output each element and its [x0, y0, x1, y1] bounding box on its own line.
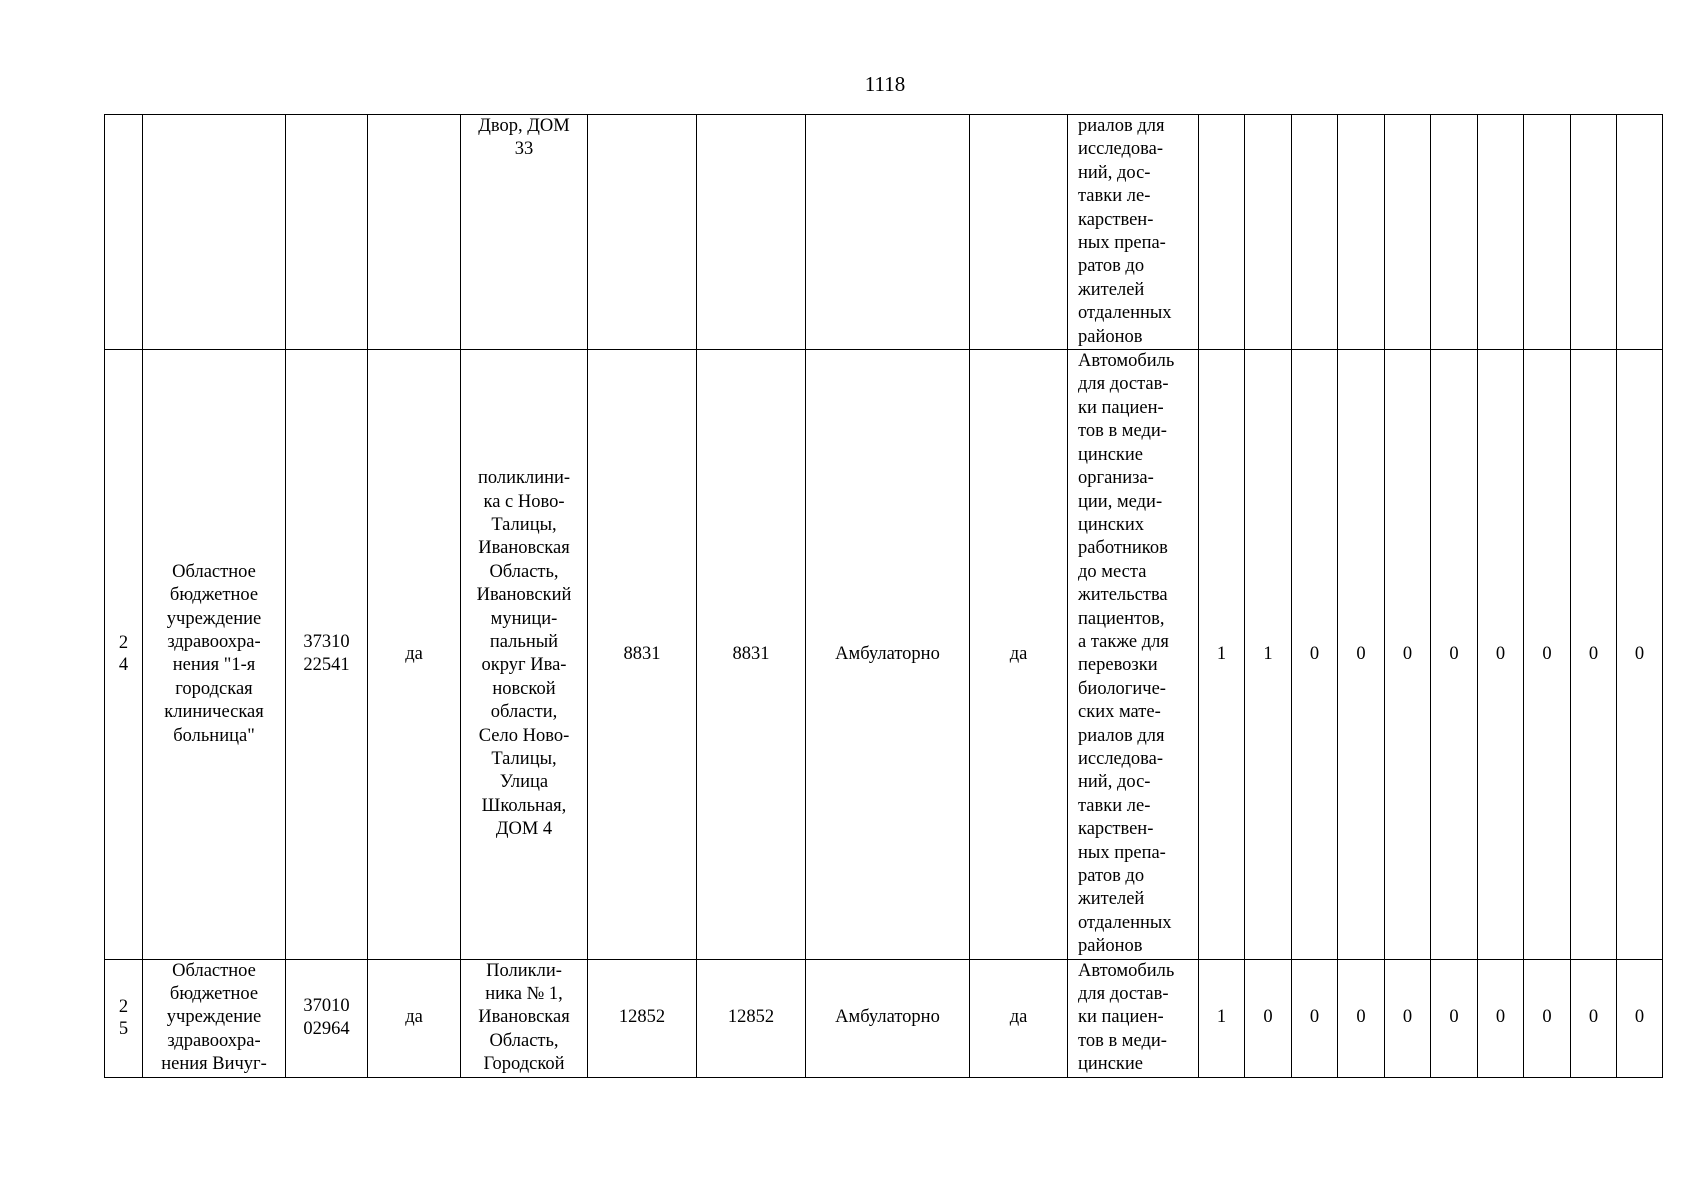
count-cell — [1292, 115, 1338, 350]
organization-cell: Областное бюджетное учреждение здравоохра- нения "1-я городская клиническая больница" — [143, 350, 286, 960]
flag-cell: да — [970, 350, 1068, 960]
address-cell: поликлини- ка с Ново- Талицы, Ивановская Область, Ивановский муници- пальный округ Ива- новской области, Село Ново- Талицы, Улица Школьная, ДОМ 4 — [461, 350, 588, 960]
purpose-cell: риалов для исследова- ний, дос- тавки ле- карствен- ных препа- ратов до жителей отдаленных районов — [1068, 115, 1199, 350]
count-cell: 0 — [1338, 959, 1385, 1077]
count-cell — [1571, 115, 1617, 350]
care-type-cell: Амбулаторно — [806, 350, 970, 960]
count-cell: 1 — [1199, 350, 1245, 960]
value-cell: 12852 — [697, 959, 806, 1077]
organization-cell — [143, 115, 286, 350]
care-type-cell — [806, 115, 970, 350]
count-cell — [1338, 115, 1385, 350]
flag-cell: да — [970, 959, 1068, 1077]
count-cell — [1478, 115, 1524, 350]
table-row — [105, 959, 1663, 1077]
count-cell — [1617, 115, 1663, 350]
count-cell: 0 — [1292, 959, 1338, 1077]
table-row — [105, 350, 1663, 960]
count-cell: 0 — [1385, 959, 1431, 1077]
flag-cell: да — [368, 959, 461, 1077]
count-cell — [1199, 115, 1245, 350]
count-cell: 0 — [1617, 959, 1663, 1077]
flag-cell — [970, 115, 1068, 350]
count-cell — [1431, 115, 1478, 350]
count-cell: 0 — [1478, 350, 1524, 960]
row-number-cell: 2 4 — [105, 350, 143, 960]
value-cell: 12852 — [588, 959, 697, 1077]
flag-cell: да — [368, 350, 461, 960]
count-cell — [1385, 115, 1431, 350]
care-type-cell: Амбулаторно — [806, 959, 970, 1077]
address-cell: Двор, ДОМ 33 — [461, 115, 588, 350]
count-cell: 0 — [1524, 350, 1571, 960]
count-cell: 0 — [1524, 959, 1571, 1077]
count-cell — [1524, 115, 1571, 350]
value-cell — [697, 115, 806, 350]
value-cell: 8831 — [697, 350, 806, 960]
count-cell: 1 — [1199, 959, 1245, 1077]
inn-cell — [286, 115, 368, 350]
value-cell — [588, 115, 697, 350]
inn-cell: 37010 02964 — [286, 959, 368, 1077]
flag-cell — [368, 115, 461, 350]
row-number-cell — [105, 115, 143, 350]
organization-cell: Областное бюджетное учреждение здравоохра- нения Вичуг- — [143, 959, 286, 1077]
count-cell: 0 — [1385, 350, 1431, 960]
count-cell: 0 — [1245, 959, 1292, 1077]
count-cell: 0 — [1617, 350, 1663, 960]
purpose-cell: Автомобиль для достав- ки пациен- тов в меди- цинские — [1068, 959, 1199, 1077]
value-cell: 8831 — [588, 350, 697, 960]
count-cell: 1 — [1245, 350, 1292, 960]
table-row — [105, 115, 1663, 350]
purpose-cell: Автомобиль для достав- ки пациен- тов в меди- цинские организа- ции, меди- цинских работников до места жительства пациентов, а также для перевозки биологиче- ских мате- риалов для исследова- ний, дос- тавки ле- карствен- ных препа- ратов до жителей отдаленных районов — [1068, 350, 1199, 960]
count-cell: 0 — [1571, 959, 1617, 1077]
registry-table — [104, 114, 1663, 1078]
count-cell: 0 — [1431, 959, 1478, 1077]
count-cell: 0 — [1338, 350, 1385, 960]
count-cell — [1245, 115, 1292, 350]
count-cell: 0 — [1431, 350, 1478, 960]
count-cell: 0 — [1292, 350, 1338, 960]
address-cell: Поликли- ника № 1, Ивановская Область, Городской — [461, 959, 588, 1077]
inn-cell: 37310 22541 — [286, 350, 368, 960]
page-number: 1118 — [864, 72, 906, 96]
row-number-cell: 2 5 — [105, 959, 143, 1077]
count-cell: 0 — [1571, 350, 1617, 960]
count-cell: 0 — [1478, 959, 1524, 1077]
